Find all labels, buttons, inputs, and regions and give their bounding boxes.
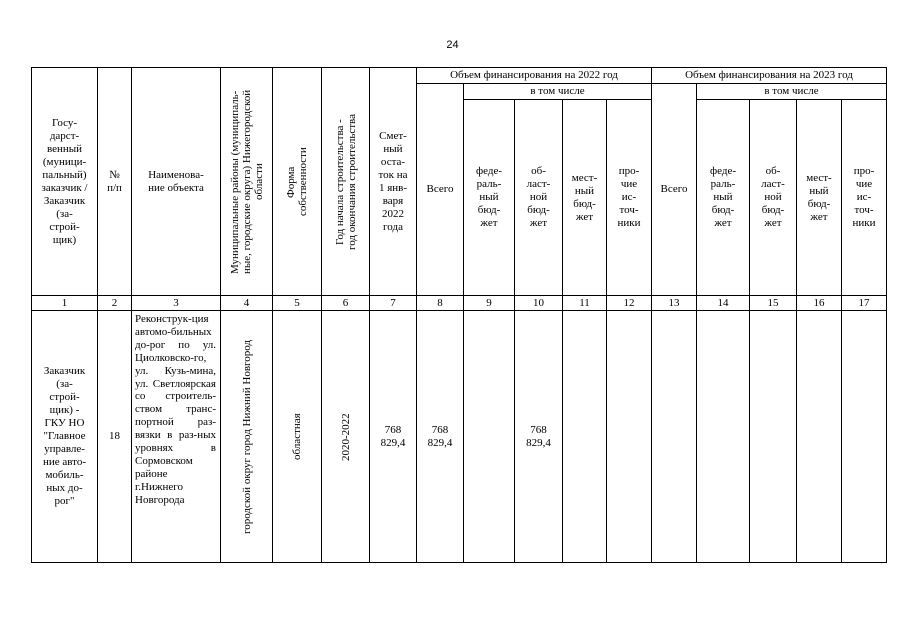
column-number-row [32, 296, 887, 311]
header-federal-2022: феде- раль- ный бюд- жет [464, 100, 515, 296]
cell-local-2022 [563, 311, 607, 563]
column-number: 8 [417, 296, 464, 311]
cell-other-2022 [607, 311, 652, 563]
column-number: 9 [464, 296, 515, 311]
header-funding-2023: Объем финансирования на 2023 год [652, 68, 887, 84]
header-total-2022: Всего [417, 84, 464, 296]
page-number: 24 [446, 39, 459, 51]
column-number: 17 [842, 296, 887, 311]
cell-customer: Заказчик (за- строй- щик) - ГКУ НО "Главное управле- ние авто- мобиль- ных до- рог" [32, 311, 98, 563]
cell-federal-2023 [697, 311, 750, 563]
header-districts: Муниципальные районы (муниципаль- ные, городские округа) Нижегородской области [221, 68, 273, 296]
cell-regional-2022: 768 829,4 [515, 311, 563, 563]
cell-total-2022: 768 829,4 [417, 311, 464, 563]
header-funding-2022: Объем финансирования на 2022 год [417, 68, 652, 84]
header-ownership: Форма собственности [273, 68, 322, 296]
cell-regional-2023 [750, 311, 797, 563]
cell-years: 2020-2022 [322, 311, 370, 563]
header-estimated-remainder: Смет- ный оста- ток на 1 янв- варя 2022 года [370, 68, 417, 296]
header-regional-2023: об- ласт- ной бюд- жет [750, 100, 797, 296]
header-years: Год начала строительства - год окончания строительства [322, 68, 370, 296]
header-local-2022: мест- ный бюд- жет [563, 100, 607, 296]
cell-ownership: областная [273, 311, 322, 563]
column-number: 11 [563, 296, 607, 311]
header-num: № п/п [98, 68, 132, 296]
column-number: 7 [370, 296, 417, 311]
funding-table [31, 67, 887, 563]
header-local-2023: мест- ный бюд- жет [797, 100, 842, 296]
cell-local-2023 [797, 311, 842, 563]
column-number: 12 [607, 296, 652, 311]
column-number: 5 [273, 296, 322, 311]
cell-num: 18 [98, 311, 132, 563]
column-number: 3 [132, 296, 221, 311]
header-including-2023: в том числе [697, 84, 887, 100]
column-number: 6 [322, 296, 370, 311]
cell-federal-2022 [464, 311, 515, 563]
column-number: 14 [697, 296, 750, 311]
header-object-name: Наименова- ние объекта [132, 68, 221, 296]
column-number: 16 [797, 296, 842, 311]
table-row [32, 311, 887, 563]
header-federal-2023: феде- раль- ный бюд- жет [697, 100, 750, 296]
cell-object-name: Реконструк-ция автомо-бильных до-рог по ул. Циолковско-го, ул. Кузь-мина, ул. Светлоярская со строитель-ством транс-портной раз-вязки в раз-ных уровнях в Сормовском районе г.Нижнего Новгорода [132, 311, 221, 563]
header-other-2023: про- чие ис- точ- ники [842, 100, 887, 296]
cell-estimated-remainder: 768 829,4 [370, 311, 417, 563]
column-number: 10 [515, 296, 563, 311]
cell-other-2023 [842, 311, 887, 563]
header-customer: Госу- дарст- венный (муници- пальный) заказчик / Заказчик (за- строй- щик) [32, 68, 98, 296]
column-number: 15 [750, 296, 797, 311]
header-including-2022: в том числе [464, 84, 652, 100]
header-total-2023: Всего [652, 84, 697, 296]
cell-district: городской округ город Нижний Новгород [221, 311, 273, 563]
header-regional-2022: об- ласт- ной бюд- жет [515, 100, 563, 296]
column-number: 1 [32, 296, 98, 311]
header-other-2022: про- чие ис- точ- ники [607, 100, 652, 296]
column-number: 4 [221, 296, 273, 311]
cell-total-2023 [652, 311, 697, 563]
column-number: 13 [652, 296, 697, 311]
column-number: 2 [98, 296, 132, 311]
